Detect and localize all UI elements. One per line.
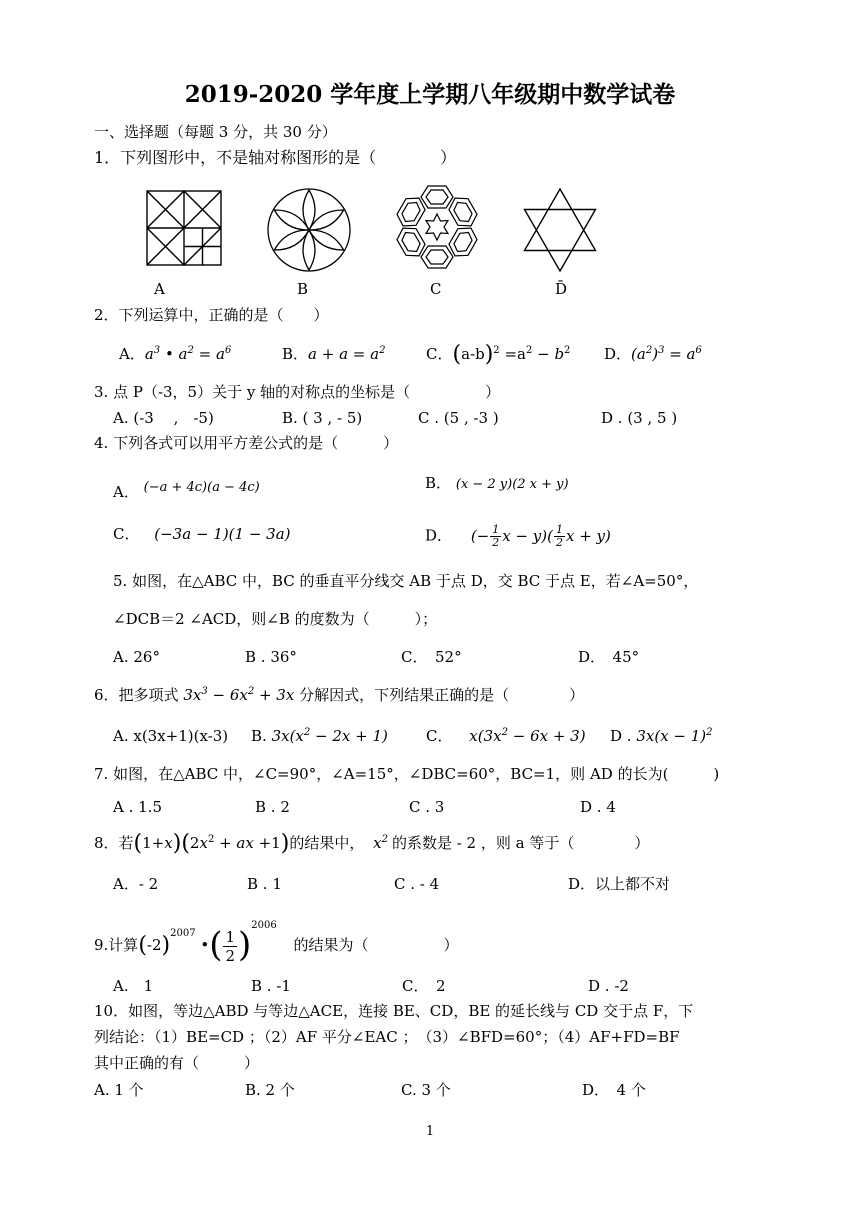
q6-d-expr: $3x(x - 1)^2$ — [636, 727, 713, 745]
q6-option-d — [610, 726, 713, 746]
q1-figure-c — [390, 184, 484, 270]
q6-d-label: D . — [610, 727, 632, 745]
q8-option-c: C . - 4 — [394, 875, 440, 893]
q6-stem — [94, 685, 584, 705]
q8-stem-pre: 8．若 — [94, 834, 134, 852]
q2-b-label: B． — [282, 345, 309, 363]
q10-line3: 其中正确的有（ ） — [94, 1054, 260, 1072]
q6-c-expr: $x(3x^2 - 6x + 3)$ — [469, 727, 586, 745]
q2-option-d — [604, 344, 702, 364]
q3-option-b: B. ( 3 , - 5) — [282, 409, 363, 427]
q3-option-a: A. (-3 , -5) — [113, 409, 214, 427]
q1-label-b: B — [297, 280, 309, 298]
q2-stem: 2．下列运算中，正确的是（ ） — [94, 306, 329, 324]
q4-option-b — [425, 473, 569, 495]
q2-a-expr: $a^3$ • $a^2 = a^6$ — [144, 345, 232, 363]
q4-a-label: A． — [113, 483, 139, 501]
q4-d-label: D． — [425, 526, 453, 545]
q1-figure-a — [147, 191, 221, 265]
section-heading: 一、选择题（每题 3 分，共 30 分） — [94, 123, 337, 141]
q4-c-expr: (−3a − 1)(1 − 3a) — [154, 525, 291, 543]
q4-option-c — [113, 524, 291, 544]
q4-d-expr: (− $\frac{1}{2}$ x − y)( $\frac{1}{2}$ x + y) — [470, 523, 611, 549]
q2-b-expr: $a + a = a^2$ — [308, 345, 386, 363]
q9-stem-pre: 9.计算 — [94, 936, 139, 954]
q2-option-c — [426, 344, 570, 365]
page-number: 1 — [425, 1124, 435, 1139]
q7-stem: 7. 如图，在△ABC 中，∠C=90°，∠A=15°，∠DBC=60°，BC=1，则 AD 的长为( ) — [94, 765, 720, 783]
q7-option-b: B . 2 — [255, 798, 290, 816]
q6-option-b — [251, 726, 388, 746]
q7-option-c: C . 3 — [409, 798, 445, 816]
q4-stem: 4. 下列各式可以用平方差公式的是（ ） — [94, 434, 399, 452]
q5-option-c: C． 52° — [401, 648, 462, 666]
q5-option-d: D． 45° — [578, 648, 640, 666]
q2-d-expr: $(a^2)^3 = a^6$ — [631, 345, 702, 363]
q8-stem-mid: 的结果中， — [289, 834, 365, 852]
q9-option-b: B . -1 — [251, 977, 291, 995]
q9-stem — [94, 920, 459, 965]
q10-option-d: D． 4 个 — [582, 1081, 646, 1099]
q2-c-expr: $(a-b)^2 =a^2 - b^2$ — [452, 342, 571, 367]
q6-b-expr: $3x(x^2 - 2x + 1)$ — [271, 727, 388, 745]
q4-c-label: C． — [113, 525, 140, 543]
q3-option-d: D . (3 , 5 ) — [601, 409, 678, 427]
q6-polynomial: $3x^3 - 6x^2 + 3x$ — [183, 686, 295, 704]
q4-option-a — [113, 478, 260, 500]
q5-option-a: A. 26° — [113, 648, 160, 666]
q8-x-squared: $x^2$ — [373, 834, 388, 852]
q9-option-c: C． 2 — [402, 977, 446, 995]
q5-line1: 5. 如图，在△ABC 中，BC 的垂直平分线交 AB 于点 D，交 BC 于点 E，若∠A=50°， — [113, 572, 699, 590]
q9-option-a: A. 1 — [113, 977, 154, 995]
q10-line2: 列结论：（1）BE=CD ；（2）AF 平分∠EAC ； （3）∠BFD=60°；（4）AF+FD=BF — [94, 1028, 680, 1046]
q10-option-b: B. 2 个 — [245, 1081, 295, 1099]
q9-option-d: D . -2 — [588, 977, 629, 995]
q8-expr: $(1+x)(2x^2$ + ax +1) — [133, 831, 290, 856]
q2-a-label: A． — [119, 345, 145, 363]
q6-b-label: B. — [251, 727, 267, 745]
q8-stem-post: 的系数是 - 2 ，则 a 等于（ ） — [391, 834, 650, 852]
q10-option-c: C. 3 个 — [401, 1081, 451, 1099]
q8-option-a: A．- 2 — [113, 875, 159, 893]
q1-label-c: C — [430, 280, 442, 298]
q2-option-a — [119, 344, 231, 364]
q6-option-a: A. x(3x+1)(x-3) — [113, 727, 229, 745]
q1-label-d: D̄ — [555, 280, 568, 298]
q6-c-label: C． — [426, 727, 453, 745]
q4-a-expr: (−a + 4c)(a − 4c) — [143, 480, 260, 495]
q4-b-label: B． — [425, 474, 452, 492]
q2-c-label: C． — [426, 345, 453, 363]
q3-stem: 3. 点 P（-3，5）关于 y 轴的对称点的坐标是（ ） — [94, 383, 501, 401]
q8-option-b: B . 1 — [247, 875, 282, 893]
exam-title: 2019-2020 学年度上学期八年级期中数学试卷 — [184, 81, 676, 108]
q9-expr: $(-2)^{2007}$ •( $\frac{1}{2}$ )$^{2006}$ — [138, 920, 277, 965]
q10-option-a: A. 1 个 — [94, 1081, 144, 1099]
q5-line2: ∠DCB＝2 ∠ACD，则∠B 的度数为（ ）； — [113, 610, 438, 628]
q5-option-b: B . 36° — [245, 648, 297, 666]
q4-option-d — [425, 524, 611, 549]
q6-option-c — [426, 726, 586, 746]
q3-option-c: C . (5 , -3 ) — [418, 409, 499, 427]
q10-line1: 10．如图，等边△ABD 与等边△ACE，连接 BE、CD，BE 的延长线与 CD 交于点 F，下 — [94, 1002, 694, 1020]
q1-figure-d — [522, 188, 598, 272]
q1-stem: 1．下列图形中，不是轴对称图形的是（ ） — [94, 148, 457, 167]
q8-option-d: D．以上都不对 — [568, 875, 671, 893]
q6-stem-pre: 6．把多项式 — [94, 686, 179, 704]
q1-label-a: A — [154, 280, 165, 298]
q7-option-d: D . 4 — [580, 798, 616, 816]
q9-stem-post: 的结果为（ ） — [293, 936, 459, 954]
q2-d-label: D． — [604, 345, 632, 363]
q1-figure-b — [266, 187, 352, 273]
q4-b-expr: (x − 2 y)(2 x + y) — [455, 477, 569, 492]
q8-stem — [94, 833, 649, 854]
q2-option-b — [282, 344, 385, 364]
q6-stem-post: 分解因式，下列结果正确的是（ ） — [299, 686, 585, 704]
q7-option-a: A . 1.5 — [113, 798, 162, 816]
